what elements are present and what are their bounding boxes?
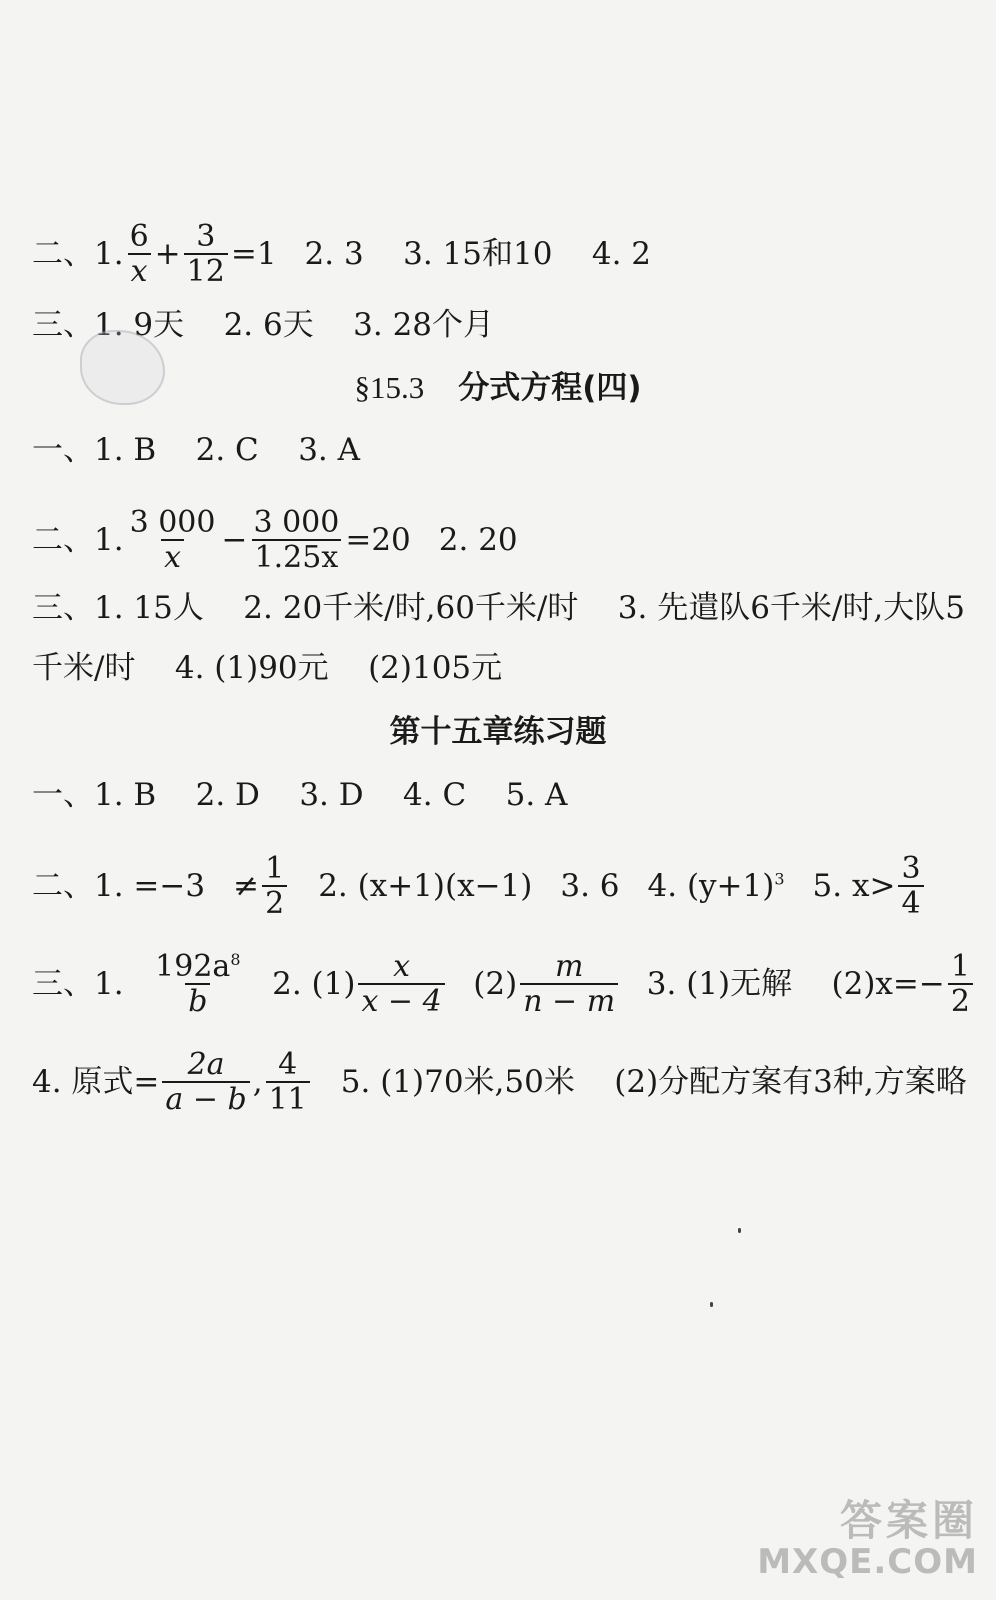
not-equal-sign: ≠ — [233, 868, 260, 904]
denominator: 2 — [262, 885, 287, 920]
numerator: 3 — [901, 851, 921, 886]
numerator: 1 — [950, 949, 970, 984]
section-number: §15.3 — [354, 370, 425, 405]
answer-line-2-1 — [32, 506, 976, 574]
equals-value: =1 — [230, 236, 277, 272]
numerator: 3 — [196, 219, 216, 254]
fraction — [948, 950, 973, 1018]
speck-mark — [738, 1228, 741, 1233]
numerator: 3 000 — [253, 505, 340, 540]
answer-rest: 2. 3 3. 15和10 4. 2 — [304, 236, 652, 272]
watermark-logo — [757, 1488, 978, 1582]
answer-item: 5. x> — [812, 868, 896, 904]
answer-line-2-1 — [32, 220, 976, 288]
line-label: 二、1. — [32, 522, 124, 558]
section-title: 分式方程(四) — [458, 370, 642, 406]
fraction — [127, 506, 219, 574]
answer-line-1 — [32, 775, 976, 815]
denominator: 11 — [266, 1081, 310, 1116]
equals-value: =20 — [345, 522, 411, 558]
denominator: x — [161, 539, 184, 574]
numerator: 6 — [129, 219, 149, 254]
section-heading-15-3 — [0, 368, 996, 408]
answer-line-4-5 — [32, 1048, 976, 1116]
answer-item — [648, 866, 785, 906]
numerator — [152, 950, 243, 983]
section-heading-chapter-15 — [0, 712, 996, 752]
answer-text: 三、1. 9天 2. 6天 3. 28个月 — [32, 307, 495, 343]
answer-item-base: 4. (y+1) — [647, 868, 775, 904]
answer-item: 2. (x+1)(x−1) — [318, 868, 533, 904]
answer-line-2 — [32, 852, 976, 920]
denominator: 12 — [184, 253, 228, 288]
answer-line-1 — [32, 430, 976, 470]
numerator: 3 000 — [129, 505, 216, 540]
numerator-base: 192a — [155, 949, 231, 984]
denominator: x − 4 — [358, 983, 444, 1018]
answer-text: 一、1. B 2. C 3. A — [32, 432, 361, 468]
fraction — [520, 950, 618, 1018]
answer-item: 3. (1)无解 (2)x=− — [646, 966, 945, 1002]
answer-text: 一、1. B 2. D 3. D 4. C 5. A — [32, 777, 568, 813]
answer-text: 三、1. 15人 2. 20千米/时,60千米/时 3. 先遣队6千米/时,大队5 — [32, 590, 965, 626]
line-label: 三、1. — [32, 966, 124, 1002]
exponent: 3 — [774, 869, 785, 889]
answer-text: 千米/时 4. (1)90元 (2)105元 — [32, 650, 503, 686]
answer-line-3 — [32, 588, 976, 628]
denominator: n − m — [520, 983, 618, 1018]
denominator: 4 — [898, 885, 923, 920]
comma: , — [252, 1064, 263, 1100]
fraction — [127, 220, 152, 288]
fraction — [162, 1048, 249, 1116]
fraction — [358, 950, 444, 1018]
exponent: 8 — [230, 950, 241, 969]
fraction — [250, 506, 342, 574]
line-label: 4. 原式= — [32, 1064, 160, 1100]
fraction — [152, 950, 243, 1018]
line-label: 二、1. =−3 — [32, 868, 206, 904]
minus-sign: − — [221, 522, 248, 558]
denominator: b — [185, 983, 210, 1018]
numerator: 4 — [278, 1047, 298, 1082]
denominator: 1.25x — [252, 539, 342, 574]
numerator: x — [393, 949, 411, 984]
answer-rest: 5. (1)70米,50米 (2)分配方案有3种,方案略 — [340, 1064, 967, 1100]
watermark-text: 答案圈 — [839, 1496, 978, 1545]
answer-line-3 — [32, 305, 976, 345]
answer-line-3 — [32, 950, 976, 1018]
speck-mark — [710, 1302, 713, 1307]
line-label: 二、1. — [32, 236, 124, 272]
numerator: 2a — [187, 1047, 225, 1082]
fraction — [262, 852, 287, 920]
denominator: 2 — [948, 983, 973, 1018]
section-title: 第十五章练习题 — [389, 714, 607, 750]
answer-line-3-cont — [32, 648, 976, 688]
answer-item: 2. (1) — [272, 966, 356, 1002]
plus-sign: + — [154, 236, 181, 272]
watermark-url: MXQE.COM — [757, 1542, 978, 1582]
fraction — [898, 852, 923, 920]
answer-rest: 2. 20 — [438, 522, 518, 558]
fraction — [184, 220, 228, 288]
answer-item: 3. 6 — [560, 868, 620, 904]
answer-item: (2) — [473, 966, 518, 1002]
fraction — [266, 1048, 310, 1116]
numerator: 1 — [265, 851, 285, 886]
denominator: a − b — [162, 1081, 249, 1116]
denominator: x — [128, 253, 151, 288]
numerator: m — [554, 949, 584, 984]
